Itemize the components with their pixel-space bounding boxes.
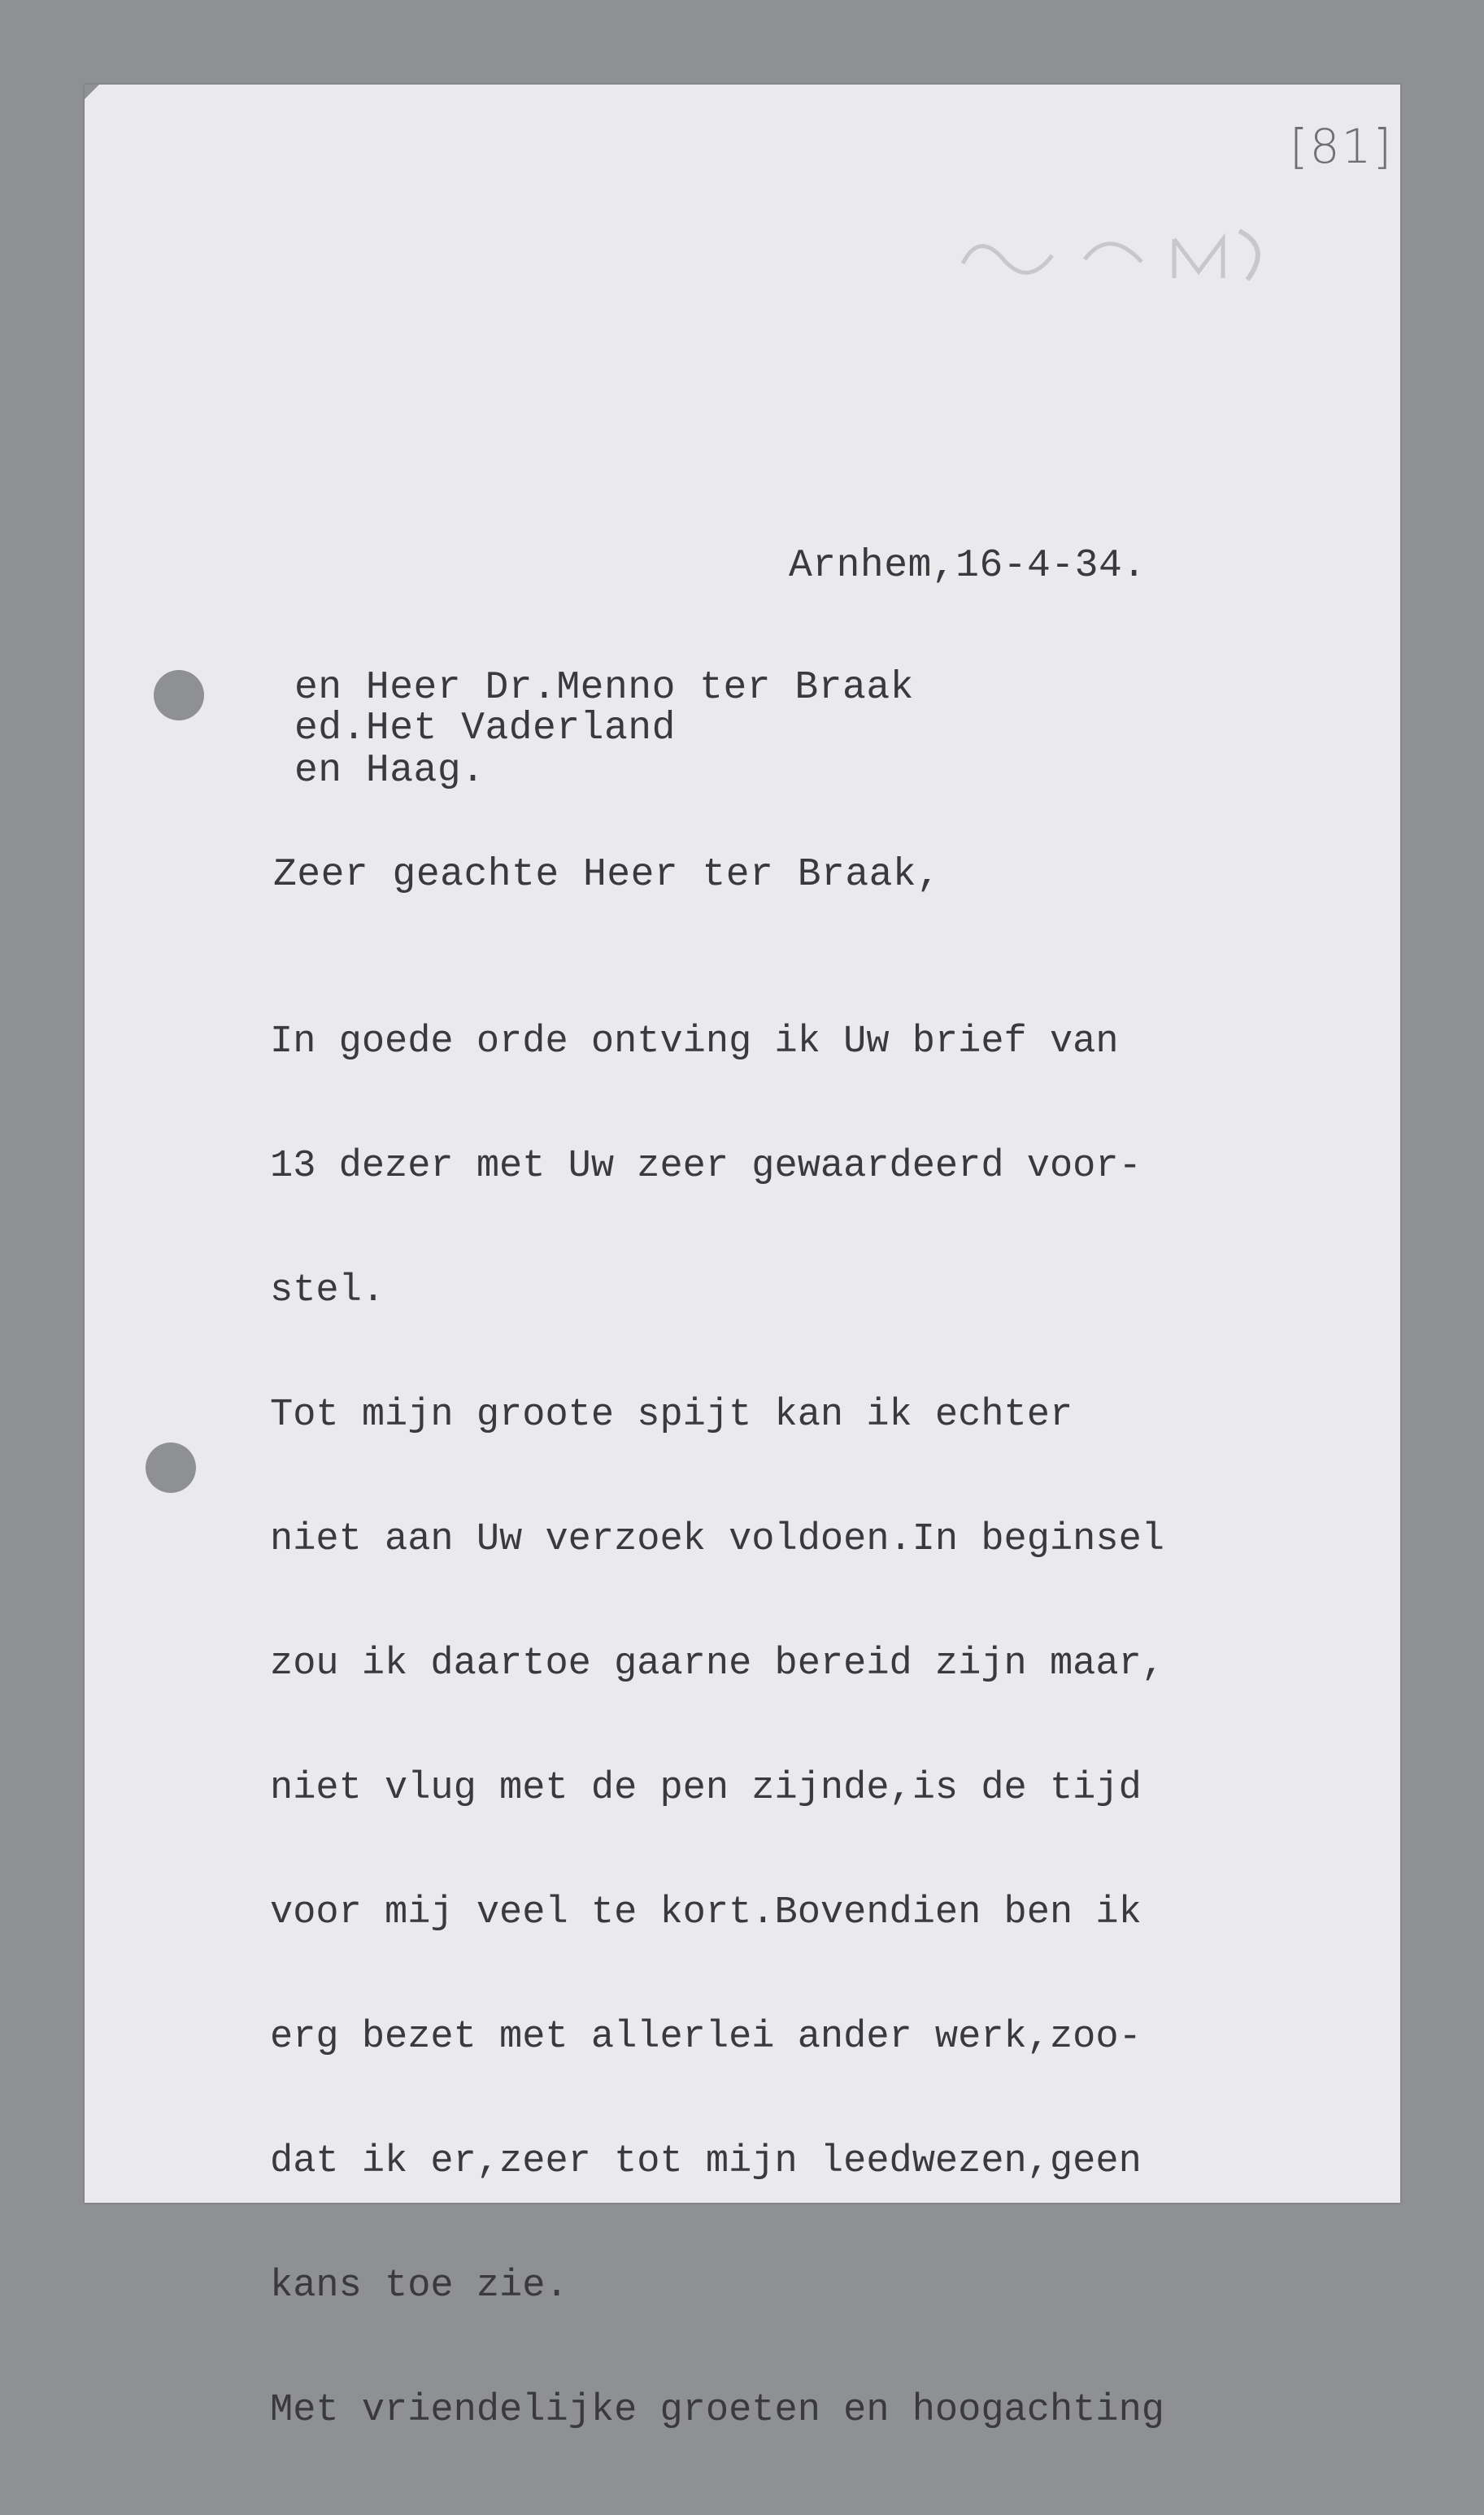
- letter-page: [85, 85, 1400, 2432]
- body-line: zou ik daartoe gaarne bereid zijn maar,: [270, 1643, 1164, 1686]
- body-line: 13 dezer met Uw zeer gewaardeerd voor-: [270, 1145, 1142, 1188]
- faded-stamp-mark: [930, 215, 1304, 288]
- archive-number: [81]: [1290, 119, 1394, 174]
- body-line: niet vlug met de pen zijnde,is de tijd: [270, 1767, 1142, 1810]
- body-line: In goede orde ontving ik Uw brief van: [270, 1020, 1119, 1064]
- body-line: erg bezet met allerlei ander werk,zoo-: [270, 2016, 1142, 2059]
- salutation: Zeer geachte Heer ter Braak,: [273, 853, 941, 897]
- page-corner-fold: [85, 85, 99, 99]
- body-line: stel.: [270, 1269, 385, 1312]
- address-line-3: en Haag.: [294, 749, 485, 793]
- letter-body: [270, 938, 1164, 2514]
- body-line: voor mij veel te kort.Bovendien ben ik: [270, 1891, 1142, 1934]
- punch-hole-top: [154, 670, 204, 720]
- body-line: Met vriendelijke groeten en hoogachting: [270, 2389, 1164, 2432]
- address-line-2: ed.Het Vaderland: [294, 707, 676, 751]
- body-line: dat ik er,zeer tot mijn leedwezen,geen: [270, 2140, 1142, 2183]
- body-line: Tot mijn groote spijt kan ik echter: [270, 1394, 1073, 1437]
- body-line: niet aan Uw verzoek voldoen.In beginsel: [270, 1518, 1164, 1561]
- body-line: kans toe zie.: [270, 2265, 568, 2308]
- letter-date: Arnhem,16-4-34.: [789, 544, 1147, 588]
- punch-hole-bottom: [146, 1442, 196, 1493]
- address-line-1: en Heer Dr.Menno ter Braak: [294, 666, 914, 710]
